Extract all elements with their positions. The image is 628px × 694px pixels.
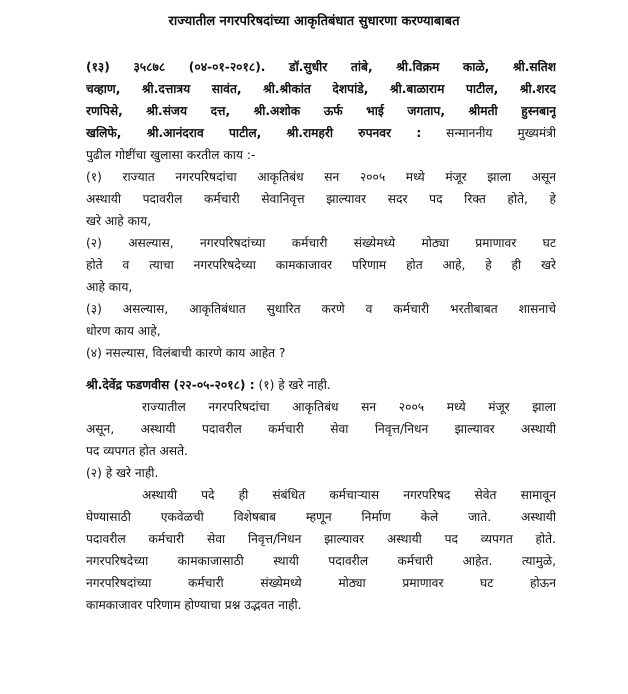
answer-line (86, 528, 556, 550)
question-line-bold: चव्हाण, श्री.दत्तात्रय सावंत, श्री.श्रीकांत देशपांडे, श्री.बाळाराम पाटील, श्री.शरद (86, 82, 556, 96)
question-line (86, 56, 556, 78)
answer-line-text: कामकाजावर परिणाम होण्याचा प्रश्न उद्भवत नाही. (86, 598, 302, 612)
question-line-text: (४) नसल्यास, विलंबाची कारणे काय आहेत ? (86, 346, 286, 360)
question-line-bold: रणपिसे, श्री.संजय दत्त, श्री.अशोक ऊर्फ भाई जगताप, श्रीमती हुस्नबानू (86, 104, 556, 118)
question-line (86, 298, 556, 320)
answer-line (86, 594, 556, 616)
question-line-text: (३) असल्यास, आकृतिबंधात सुधारित करणे व कर्मचारी भरतीबाबत शासनाचे (86, 302, 556, 316)
answer-line (86, 506, 556, 528)
answer-line (86, 374, 556, 396)
answer-line-text: नगरपरिषदेच्या कामकाजासाठी स्थायी पदावरील कर्मचारी आहेत. त्यामुळे, (86, 554, 556, 568)
question-line (86, 166, 556, 188)
answer-line-bold: श्री.देवेंद्र फडणवीस (२२-०५-२०१८) : (86, 378, 255, 392)
answer-line-text: नगरपरिषदांच्या कर्मचारी संख्येमध्ये मोठ्या प्रमाणावर घट होऊन (86, 576, 556, 590)
page-title: राज्यातील नगरपरिषदांच्या आकृतिबंधात सुधारणा करण्याबाबत (168, 14, 460, 29)
question-line (86, 122, 556, 144)
answer-line (86, 572, 556, 594)
question-line-text: (१) राज्यात नगरपरिषदांचा आकृतिबंध सन २००५ मध्ये मंजूर झाला असून (86, 170, 556, 184)
question-line-text: होते व त्याचा नगरपरिषदेच्या कामकाजावर परिणाम होत आहे, हे ही खरे (86, 258, 556, 272)
answer-line-text: घेण्यासाठी एकवेळची विशेषबाब म्हणून निर्माण केले जाते. अस्थायी (86, 510, 556, 524)
question-line-text: खरे आहे काय, (86, 214, 152, 228)
question-line-text: आहे काय, (86, 280, 133, 294)
answer-line-text: (२) हे खरे नाही. (86, 466, 159, 480)
answer-line-text: पद व्यपगत होत असते. (86, 444, 188, 458)
answer-line-text: अस्थायी पदे ही संबंधित कर्मचाऱ्यास नगरपरिषद सेवेत सामावून (142, 488, 556, 502)
answer-line (86, 550, 556, 572)
question-line (86, 78, 556, 100)
question-line-text: सन्माननीय मुख्यमंत्री (421, 126, 556, 140)
answer-line-text: असून, अस्थायी पदावरील कर्मचारी सेवा निवृत्त/निधन झाल्यावर अस्थायी (86, 422, 556, 436)
answer-line-text: (१) हे खरे नाही. (254, 378, 331, 392)
question-line (86, 276, 556, 298)
answer-line (86, 484, 556, 506)
question-line-bold: खलिफे, श्री.आनंदराव पाटील, श्री.रामहरी रुपनवर : (86, 126, 422, 140)
question-line (86, 232, 556, 254)
answer-block (86, 374, 556, 616)
question-line-text: पुढील गोष्टींचा खुलासा करतील काय :- (86, 148, 256, 162)
answer-line-text: पदावरील कर्मचारी सेवा निवृत्त/निधन झाल्यावर अस्थायी पद व्यपगत होते. (86, 532, 556, 546)
answer-line (86, 418, 556, 440)
question-line-bold: (१३) ३५८७८ (०४-०१-२०१८). डॉ.सुधीर तांबे, श्री.विक्रम काळे, श्री.सतिश (86, 60, 556, 74)
question-line (86, 210, 556, 232)
question-line-text: धोरण काय आहे, (86, 324, 161, 338)
question-line (86, 342, 556, 364)
answer-line-text: राज्यातील नगरपरिषदांचा आकृतिबंध सन २००५ मध्ये मंजूर झाला (142, 400, 556, 414)
question-line (86, 254, 556, 276)
question-line (86, 188, 556, 210)
question-line (86, 320, 556, 342)
answer-line (86, 440, 556, 462)
question-line (86, 100, 556, 122)
answer-line (86, 462, 556, 484)
question-line-text: (२) असल्यास, नगरपरिषदांच्या कर्मचारी संख्येमध्ये मोठ्या प्रमाणावर घट (86, 236, 556, 250)
question-line-text: अस्थायी पदावरील कर्मचारी सेवानिवृत्त झाल्यावर सदर पद रिक्त होते, हे (86, 192, 556, 206)
answer-line (86, 396, 556, 418)
question-block (86, 56, 556, 364)
question-line (86, 144, 556, 166)
